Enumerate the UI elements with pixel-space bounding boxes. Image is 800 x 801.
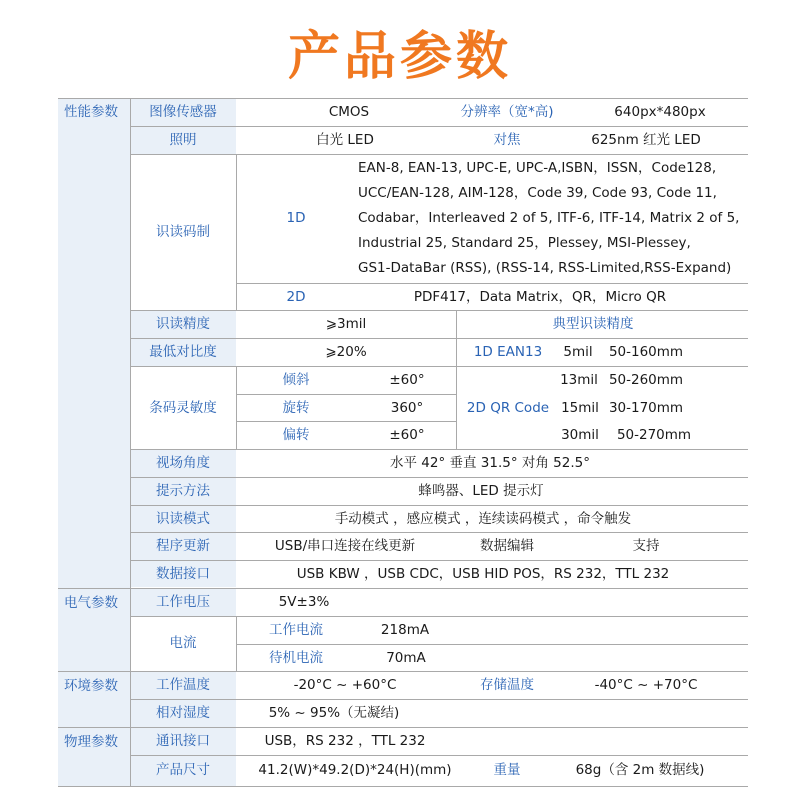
mode-label: 识读模式	[156, 511, 210, 527]
precision-label: 识读精度	[156, 316, 210, 332]
column-divider	[236, 155, 237, 310]
qr30-range: 50-270mm	[616, 427, 692, 443]
weight-value: 68g（含 2m 数据线)	[575, 762, 705, 778]
qr15-mil: 15mil	[561, 400, 599, 416]
work-current-label: 工作电流	[269, 622, 323, 638]
voltage-value: 5V±3%	[278, 594, 330, 610]
edit-value: 支持	[632, 538, 660, 554]
symbology-1d-label: 1D	[286, 210, 306, 226]
symbology-2d-value: PDF417，Data Matrix，QR，Micro QR	[413, 289, 667, 305]
category-physical: 物理参数	[64, 734, 118, 750]
sensor-label: 图像传感器	[149, 104, 217, 120]
tilt-value: ±60°	[389, 372, 425, 388]
row-divider	[131, 338, 748, 339]
symbology-1d-line: GS1-DataBar (RSS), (RSS-14, RSS-Limited,RSS-Expand)	[358, 260, 732, 276]
sensitivity-label: 条码灵敏度	[149, 400, 217, 416]
work-current-value: 218mA	[380, 622, 430, 638]
contrast-label: 最低对比度	[149, 344, 217, 360]
row-divider	[131, 699, 748, 700]
update-value: USB/串口连接在线更新	[274, 538, 416, 554]
category-electrical: 电气参数	[64, 595, 118, 611]
weight-label: 重量	[493, 762, 521, 778]
row-divider	[131, 532, 748, 533]
interface-value: USB KBW ，USB CDC，USB HID POS，RS 232，TTL 232	[296, 566, 670, 582]
rotate-label: 旋转	[282, 400, 310, 416]
section-divider	[58, 671, 748, 672]
row-divider	[131, 449, 748, 450]
lighting-label: 照明	[169, 132, 197, 148]
tilt-label: 倾斜	[282, 372, 310, 388]
storage-temp-value: -40°C ~ +70°C	[594, 677, 698, 693]
skew-label: 偏转	[282, 427, 310, 443]
sensor-value: CMOS	[328, 104, 370, 120]
row-divider	[236, 283, 748, 284]
category-performance: 性能参数	[64, 104, 118, 120]
row-divider	[131, 477, 748, 478]
row-divider	[131, 126, 748, 127]
row-divider	[131, 560, 748, 561]
row-divider	[236, 421, 456, 422]
qr15-range: 30-170mm	[608, 400, 684, 416]
prompt-value: 蜂鸣器、LED 提示灯	[418, 483, 544, 499]
row-divider	[131, 366, 748, 367]
ean13-label: 1D EAN13	[473, 344, 543, 360]
typical-precision-label: 典型识读精度	[552, 316, 634, 332]
row-divider	[131, 755, 748, 756]
column-divider	[456, 310, 457, 449]
mil13-range: 50-260mm	[608, 372, 684, 388]
row-divider	[236, 644, 748, 645]
rotate-value: 360°	[390, 400, 424, 416]
current-label: 电流	[169, 635, 197, 651]
standby-current-label: 待机电流	[269, 650, 323, 666]
page-title: 产品参数	[287, 27, 512, 87]
resolution-label: 分辨率（宽*高)	[460, 104, 554, 120]
qr-code-label: 2D QR Code	[466, 400, 550, 416]
symbology-1d-line: UCC/EAN-128, AIM-128，Code 39, Code 93, Code 11,	[358, 185, 717, 201]
skew-value: ±60°	[389, 427, 425, 443]
ean13-mil: 5mil	[563, 344, 593, 360]
standby-current-value: 70mA	[386, 650, 426, 666]
edit-label: 数据编辑	[480, 538, 534, 554]
humidity-label: 相对湿度	[156, 705, 210, 721]
symbology-1d-line: Industrial 25, Standard 25，Plessey, MSI-Plessey,	[358, 235, 691, 251]
row-divider	[131, 310, 748, 311]
symbology-1d-line: EAN-8, EAN-13, UPC-E, UPC-A,ISBN，ISSN，Code128,	[358, 160, 717, 176]
op-temp-label: 工作温度	[156, 677, 210, 693]
section-divider	[58, 727, 748, 728]
column-divider	[236, 616, 237, 671]
prompt-label: 提示方法	[156, 483, 210, 499]
humidity-value: 5% ~ 95%（无凝结)	[268, 705, 400, 721]
storage-temp-label: 存储温度	[480, 677, 534, 693]
resolution-value: 640px*480px	[614, 104, 706, 120]
precision-value: ⩾3mil	[325, 316, 367, 332]
table-border-bottom	[58, 786, 748, 787]
category-environment: 环境参数	[64, 678, 118, 694]
size-label: 产品尺寸	[156, 762, 210, 778]
column-divider	[236, 366, 237, 449]
comm-value: USB，RS 232 ，TTL 232	[264, 733, 426, 749]
focus-label: 对焦	[493, 132, 521, 148]
fov-value: 水平 42° 垂直 31.5° 对角 52.5°	[389, 455, 591, 471]
symbology-label: 识读码制	[156, 224, 210, 240]
column-divider	[130, 98, 131, 787]
size-value: 41.2(W)*49.2(D)*24(H)(mm)	[258, 762, 452, 778]
row-divider	[236, 394, 456, 395]
contrast-value: ⩾20%	[325, 344, 367, 360]
symbology-2d-label: 2D	[286, 289, 306, 305]
symbology-1d-line: Codabar，Interleaved 2 of 5, ITF-6, ITF-14, Matrix 2 of 5,	[358, 210, 740, 226]
mil13-value: 13mil	[560, 372, 598, 388]
voltage-label: 工作电压	[156, 594, 210, 610]
update-label: 程序更新	[156, 538, 210, 554]
lighting-value: 白光 LED	[316, 132, 374, 148]
row-divider	[131, 505, 748, 506]
row-divider	[131, 616, 748, 617]
mode-value: 手动模式 ，感应模式 ，连续读码模式 ，命令触发	[334, 511, 632, 527]
table-border-top	[58, 98, 748, 99]
focus-value: 625nm 红光 LED	[591, 132, 701, 148]
ean13-range: 50-160mm	[608, 344, 684, 360]
comm-label: 通讯接口	[156, 733, 210, 749]
fov-label: 视场角度	[156, 455, 210, 471]
row-divider	[131, 154, 748, 155]
qr30-mil: 30mil	[561, 427, 599, 443]
section-divider	[58, 588, 748, 589]
interface-label: 数据接口	[156, 566, 210, 582]
op-temp-value: -20°C ~ +60°C	[293, 677, 397, 693]
